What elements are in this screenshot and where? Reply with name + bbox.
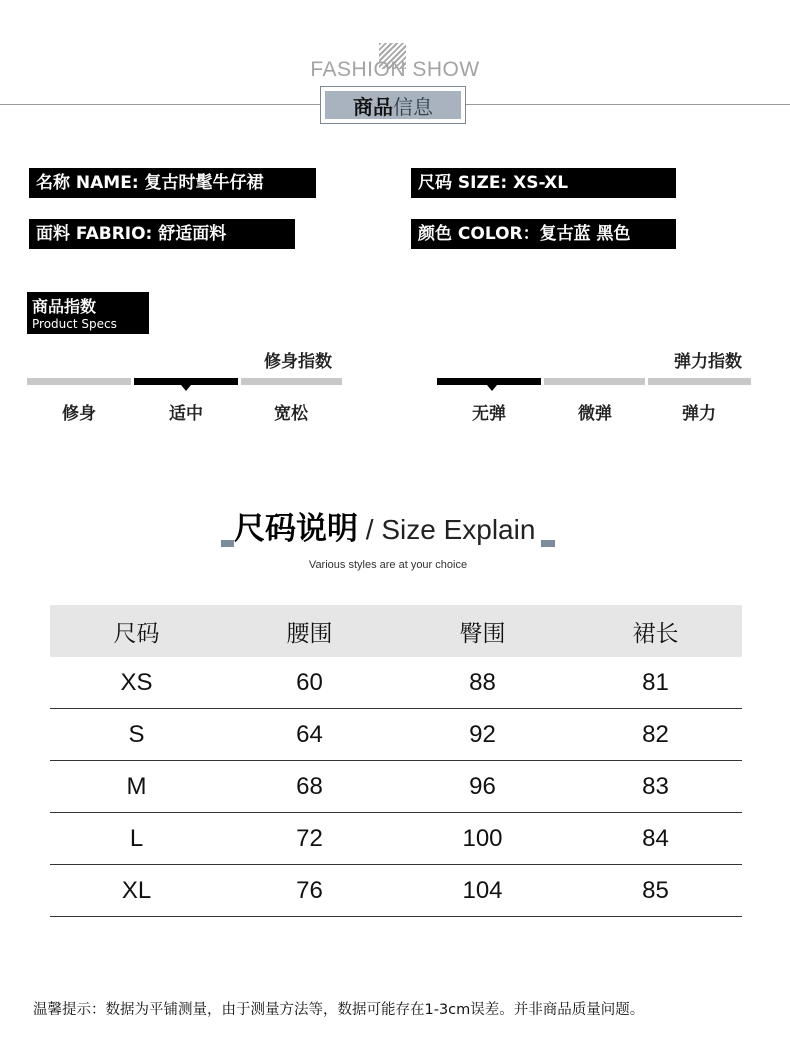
info-fabric: 面料 FABRIO: 舒适面料	[29, 219, 295, 249]
cell-waist: 68	[296, 772, 323, 800]
cell-length: 85	[642, 876, 669, 904]
cell-waist: 60	[296, 668, 323, 696]
elasticity-option-none: 无弹	[472, 404, 506, 424]
info-size: 尺码 SIZE: XS-XL	[411, 168, 676, 198]
fit-index-title: 修身指数	[264, 352, 332, 372]
specs-title-en: Product Specs	[32, 317, 117, 331]
product-specs-label	[27, 292, 149, 334]
fit-option-regular: 适中	[169, 404, 203, 424]
elasticity-segment-3	[648, 378, 751, 385]
size-explain-title-en: / Size Explain	[358, 514, 536, 545]
cell-waist: 64	[296, 720, 323, 748]
cell-size: L	[129, 824, 144, 852]
size-table	[50, 605, 742, 917]
fit-option-loose: 宽松	[274, 404, 308, 424]
cell-hip: 88	[469, 668, 496, 696]
table-row	[50, 813, 742, 865]
table-row	[50, 865, 742, 917]
elasticity-option-stretch: 弹力	[682, 404, 716, 424]
table-header-row	[50, 605, 742, 657]
size-explain-subtitle: Various styles are at your choice	[308, 559, 468, 571]
elasticity-segment-2	[544, 378, 645, 385]
table-row	[50, 657, 742, 709]
cell-size: XS	[120, 668, 153, 696]
fit-segment-3	[241, 378, 342, 385]
fit-option-slim: 修身	[62, 404, 96, 424]
elasticity-selected-arrow	[487, 385, 497, 391]
specs-title-cn: 商品指数	[32, 297, 97, 316]
info-name: 名称 NAME: 复古时髦牛仔裙	[29, 168, 316, 198]
badge-text-light: 信息	[393, 94, 433, 119]
header-size: 尺码	[113, 620, 160, 647]
cell-length: 83	[642, 772, 669, 800]
header-length: 裙长	[632, 620, 679, 647]
fit-selected-arrow	[181, 385, 191, 391]
cell-waist: 72	[296, 824, 323, 852]
cell-size: S	[128, 720, 145, 748]
badge-text-bold: 商品	[353, 94, 393, 119]
cell-length: 84	[642, 824, 669, 852]
cell-length: 82	[642, 720, 669, 748]
elasticity-option-slight: 微弹	[578, 404, 612, 424]
cell-length: 81	[642, 668, 669, 696]
fit-segment-1	[27, 378, 131, 385]
cell-hip: 104	[462, 876, 503, 904]
fit-segment-2-selected	[134, 378, 238, 385]
header-hip: 臀围	[459, 620, 506, 647]
table-row	[50, 761, 742, 813]
cell-waist: 76	[296, 876, 323, 904]
cell-size: XL	[121, 876, 152, 904]
cell-hip: 100	[462, 824, 503, 852]
cell-hip: 92	[469, 720, 496, 748]
fashion-show-text: FASHION SHOW	[310, 58, 480, 81]
product-info-badge	[320, 86, 466, 124]
table-row	[50, 709, 742, 761]
header-waist: 腰围	[286, 620, 333, 647]
elasticity-index-title: 弹力指数	[674, 352, 742, 372]
cell-hip: 96	[469, 772, 496, 800]
size-explain-title	[234, 508, 541, 551]
elasticity-segment-1-selected	[437, 378, 541, 385]
header-line-left	[0, 104, 320, 105]
header-line-right	[466, 104, 790, 105]
cell-size: M	[126, 772, 147, 800]
info-color: 颜色 COLOR：复古蓝 黑色	[411, 219, 676, 249]
size-explain-title-cn: 尺码说明	[234, 511, 358, 547]
measurement-note: 温馨提示：数据为平铺测量，由于测量方法等，数据可能存在1-3cm误差。并非商品质量问题。	[33, 1002, 645, 1018]
